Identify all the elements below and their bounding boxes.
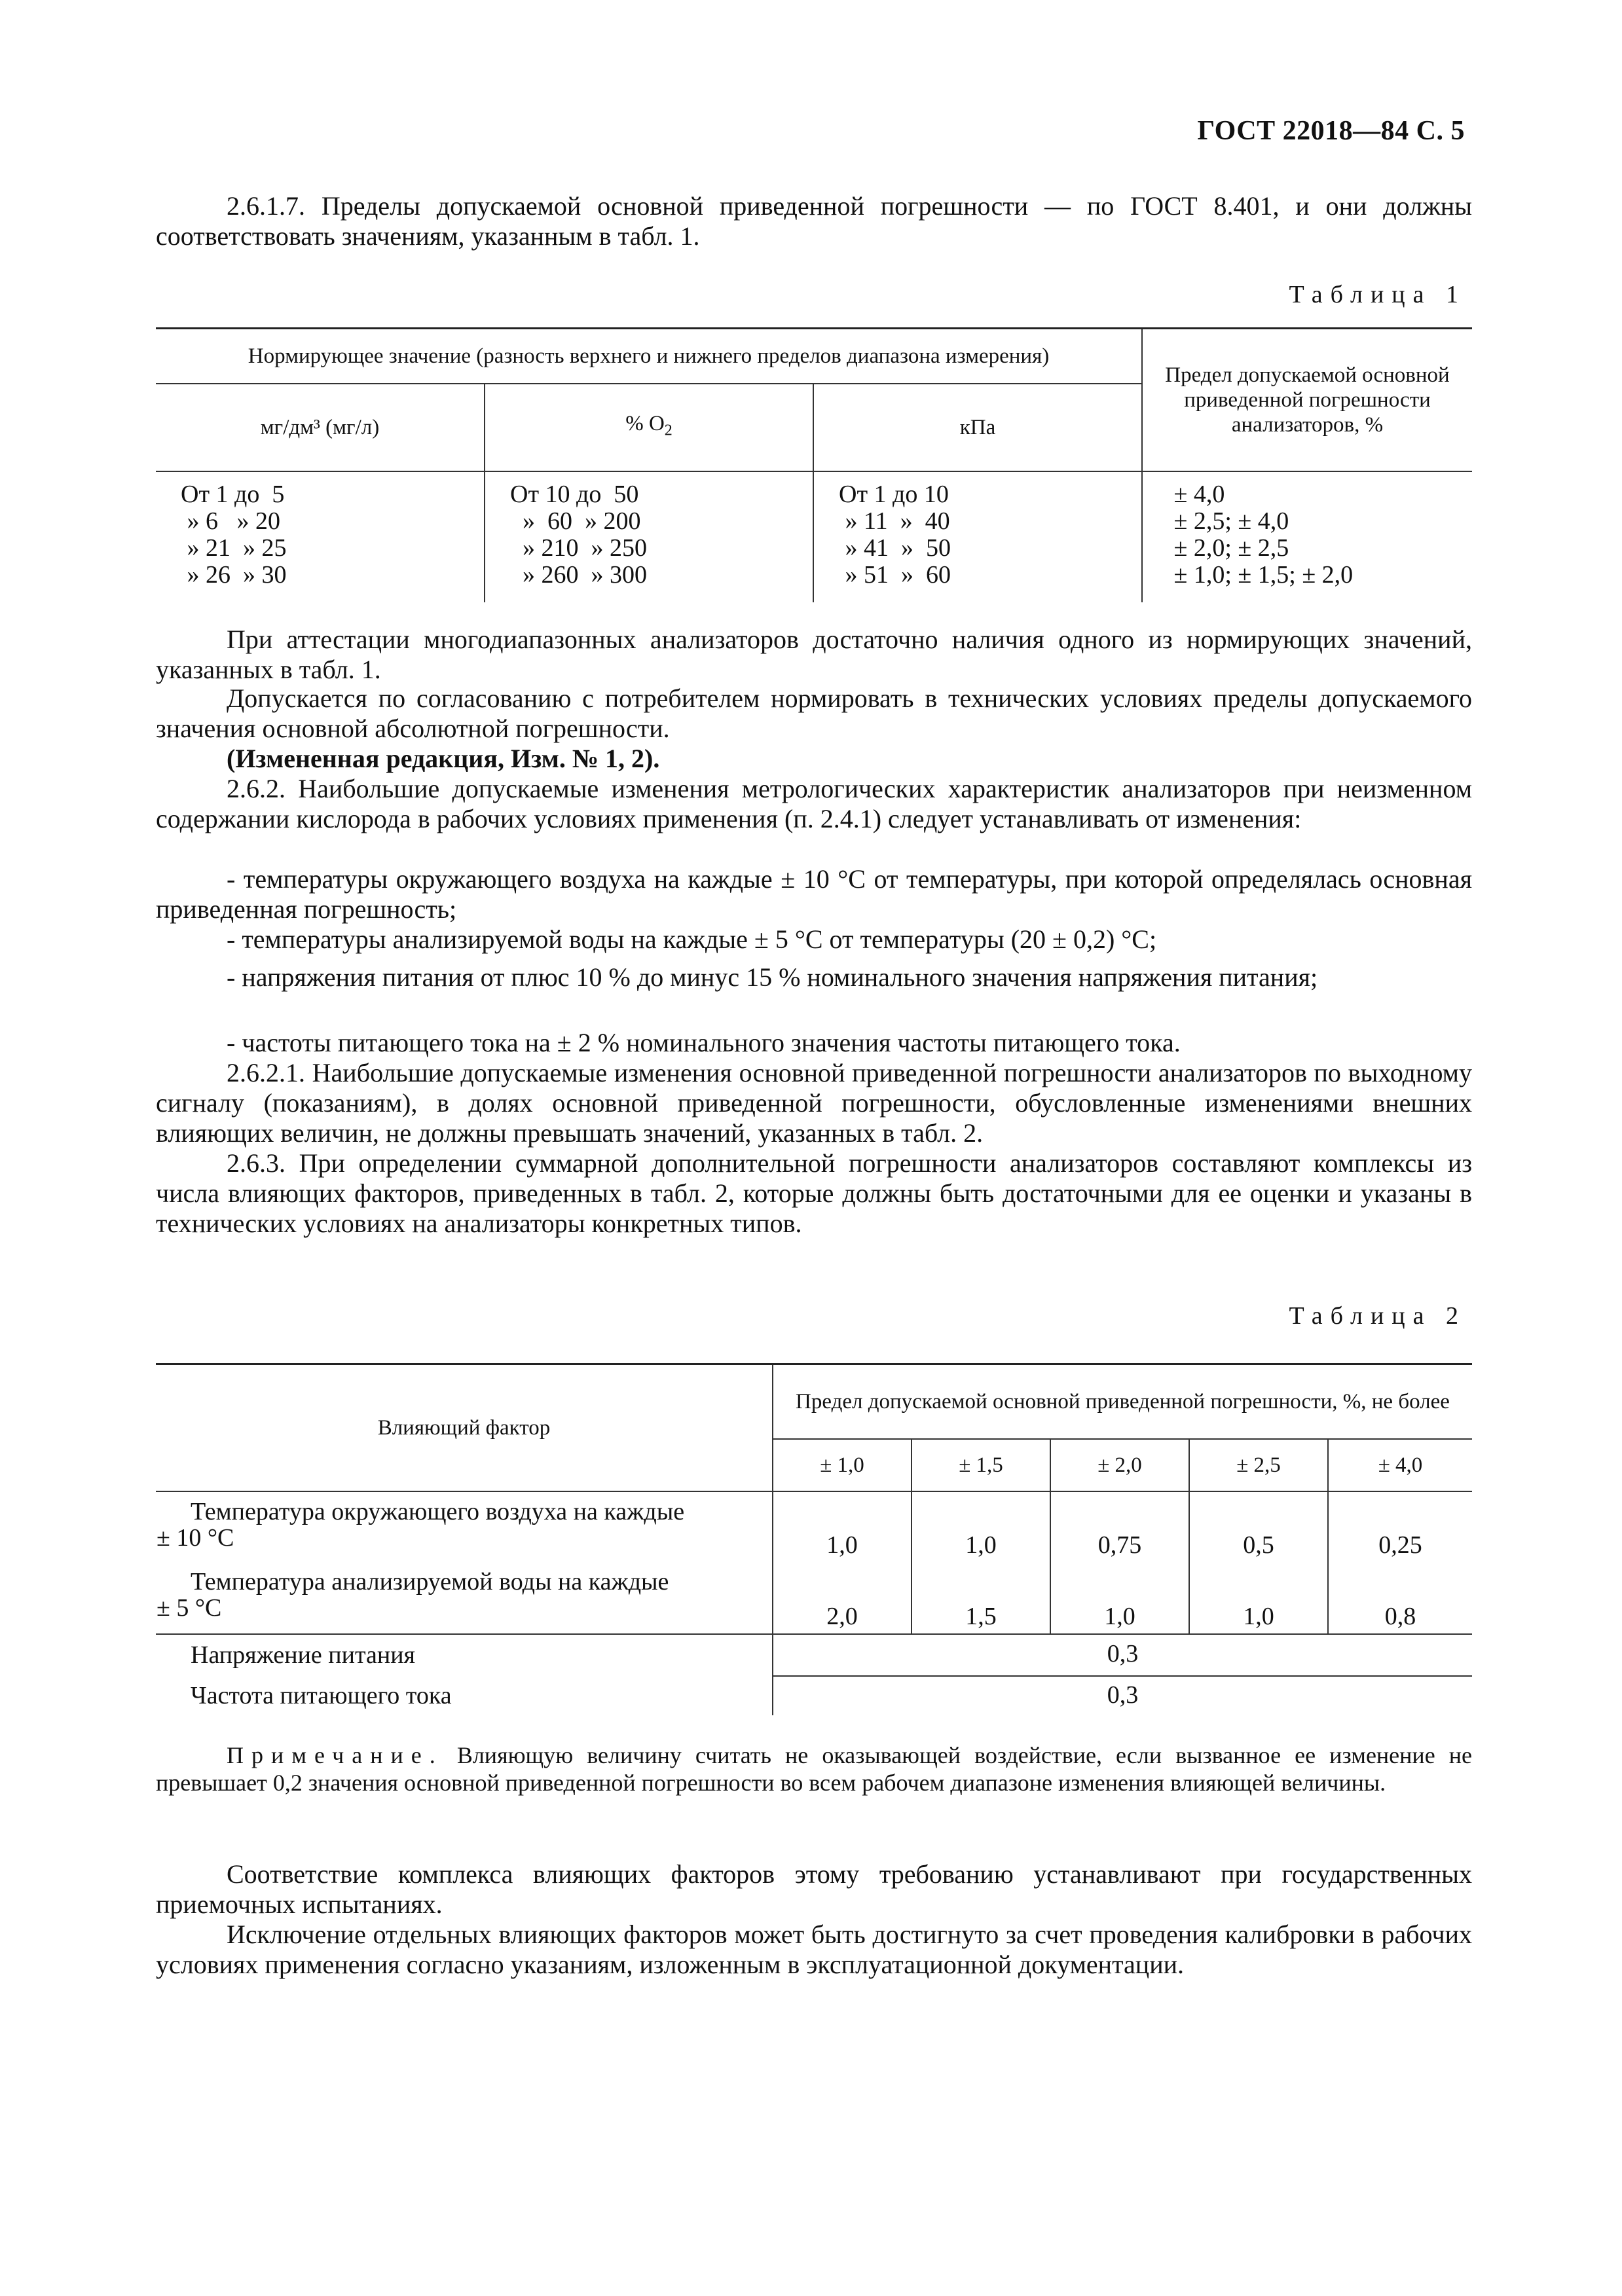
table2-factor-voltage: Напряжение питания bbox=[156, 1634, 773, 1676]
paragraph-2-6-2-1: 2.6.2.1. Наибольшие допускаемые изменения основной приведенной погрешности анализаторов по выходному сигналу (показаниям), в долях основной приведенной погрешности, обусловленные изменениями внешних влияющих величин, не должны превышать значений, указанных в табл. 2. bbox=[156, 1058, 1472, 1148]
table1-header-mg: мг/дм³ (мг/л) bbox=[156, 384, 485, 471]
table2-cell: 1,0 bbox=[773, 1491, 912, 1562]
table2-caption: Таблица 2 bbox=[1289, 1302, 1466, 1330]
table2-cell: 2,0 bbox=[773, 1562, 912, 1634]
table-2 bbox=[156, 1363, 1472, 1715]
table2-cell: 0,75 bbox=[1050, 1491, 1189, 1562]
table2-factor-header: Влияющий фактор bbox=[156, 1364, 773, 1491]
note-label: Примечание. bbox=[227, 1742, 443, 1768]
table-row bbox=[156, 1634, 1472, 1676]
paragraph-attestation: При аттестации многодиапазонных анализаторов достаточно наличия одного из нормирующих значений, указанных в табл. 1. bbox=[156, 625, 1472, 684]
table1-ranges-o2: От 10 до 50 » 60 » 200 » 210 » 250 » 260 » 300 bbox=[485, 471, 813, 602]
table-row bbox=[156, 1491, 1472, 1562]
table2-cell: 0,8 bbox=[1328, 1562, 1472, 1634]
list-item-frequency: - частоты питающего тока на ± 2 % номинального значения частоты питающего тока. bbox=[227, 1028, 1181, 1057]
table2-merged-cell: 0,3 bbox=[773, 1634, 1472, 1676]
paragraph-2-6-2: 2.6.2. Наибольшие допускаемые изменения метрологических характеристик анализаторов при неизменном содержании кислорода в рабочих условиях применения (п. 2.4.1) следует устанавливать от изменения: bbox=[156, 774, 1472, 833]
table1-header-limit: Предел допускаемой основной приведенной погрешности анализаторов, % bbox=[1142, 329, 1472, 471]
table1-header-o2: % $O_2$ bbox=[485, 384, 813, 471]
table2-limit-1-0: ± 1,0 bbox=[773, 1439, 912, 1491]
table1-group-header: Нормирующее значение (разность верхнего и нижнего пределов диапазона измерения) bbox=[156, 329, 1142, 384]
table2-cell: 1,0 bbox=[1189, 1562, 1328, 1634]
table2-limit-4-0: ± 4,0 bbox=[1328, 1439, 1472, 1491]
table2-factor-water: Температура анализируемой воды на каждые ± 5 °С bbox=[156, 1562, 773, 1634]
paragraph-2-6-1-7: 2.6.1.7. Пределы допускаемой основной приведенной погрешности — по ГОСТ 8.401, и они должны соответствовать значениям, указанным в табл. 1. bbox=[156, 191, 1472, 251]
table-1 bbox=[156, 327, 1472, 602]
table-row bbox=[156, 1562, 1472, 1634]
table1-header-kpa: кПа bbox=[813, 384, 1142, 471]
table2-cell: 1,0 bbox=[912, 1491, 1050, 1562]
table2-factor-frequency: Частота питающего тока bbox=[156, 1676, 773, 1715]
table2-merged-cell: 0,3 bbox=[1107, 1681, 1139, 1709]
paragraph-permission: Допускается по согласованию с потребителем нормировать в технических условиях пределы допускаемого значения основной абсолютной погрешности. bbox=[156, 683, 1472, 743]
list-item-voltage: - напряжения питания от плюс 10 % до минус 15 % номинального значения напряжения питания; bbox=[227, 962, 1318, 992]
table1-caption: Таблица 1 bbox=[1289, 281, 1466, 308]
note-text: Влияющую величину считать не оказывающей воздействие, если вызванное ее изменение не превышает 0,2 значения основной приведенной погрешности во всем рабочем диапазоне изменения влияющей величины. bbox=[156, 1742, 1472, 1796]
table1-limits: ± 4,0 ± 2,5; ± 4,0 ± 2,0; ± 2,5 ± 1,0; ± 1,5; ± 2,0 bbox=[1173, 480, 1354, 589]
table2-factor-air: Температура окружающего воздуха на каждые ± 10 °С bbox=[156, 1491, 773, 1562]
table2-cell: 1,0 bbox=[1050, 1562, 1189, 1634]
table2-note bbox=[156, 1741, 1472, 1796]
table2-limit-2-5: ± 2,5 bbox=[1189, 1439, 1328, 1491]
table1-ranges-kpa: От 1 до 10 » 11 » 40 » 41 » 50 » 51 » 60 bbox=[813, 471, 1142, 602]
table1-ranges-mg: От 1 до 5 » 6 » 20 » 21 » 25 » 26 » 30 bbox=[156, 471, 485, 602]
table2-cell: 0,25 bbox=[1378, 1531, 1422, 1559]
table2-limit-2-0: ± 2,0 bbox=[1050, 1439, 1189, 1491]
paragraph-2-6-3: 2.6.3. При определении суммарной дополнительной погрешности анализаторов составляют комплексы из числа влияющих факторов, приведенных в табл. 2, которые должны быть достаточными для ее оценки и указаны в технических условиях на анализаторы конкретных типов. bbox=[156, 1148, 1472, 1238]
table2-limit-1-5: ± 1,5 bbox=[912, 1439, 1050, 1491]
table2-cell: 1,5 bbox=[912, 1562, 1050, 1634]
paragraph-amendment: (Измененная редакция, Изм. № 1, 2). bbox=[227, 744, 660, 773]
table2-cell: 0,5 bbox=[1189, 1491, 1328, 1562]
page-header: ГОСТ 22018—84 С. 5 bbox=[1197, 116, 1465, 146]
list-item-air-temperature: - температуры окружающего воздуха на каждые ± 10 °С от температуры, при которой определялась основная приведенная погрешность; bbox=[156, 864, 1472, 924]
list-item-water-temperature: - температуры анализируемой воды на каждые ± 5 °С от температуры (20 ± 0,2) °С; bbox=[227, 924, 1157, 954]
table2-limit-header: Предел допускаемой основной приведенной погрешности, %, не более bbox=[773, 1364, 1472, 1439]
table-row bbox=[156, 1676, 1472, 1715]
paragraph-exclusion: Исключение отдельных влияющих факторов может быть достигнуто за счет проведения калибровки в рабочих условиях применения согласно указаниям, изложенным в эксплуатационной документации. bbox=[156, 1920, 1472, 1979]
paragraph-compliance: Соответствие комплекса влияющих факторов этому требованию устанавливают при государственных приемочных испытаниях. bbox=[156, 1859, 1472, 1919]
